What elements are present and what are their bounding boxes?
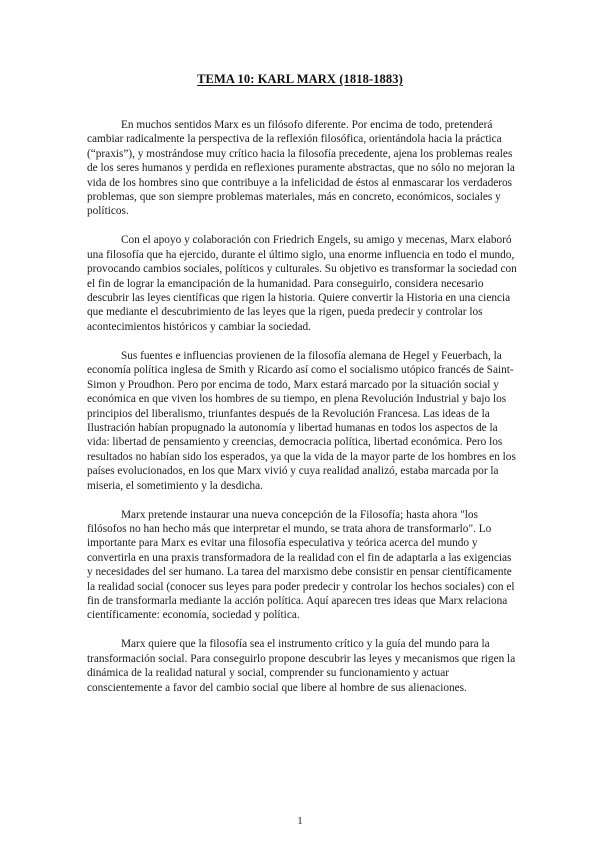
paragraph-5: Marx quiere que la filosofía sea el instrumento crítico y la guía del mundo para la transformación social. Para conseguirlo propone descubrir las leyes y mecanismos que rigen la dinámica de la realidad natural y social, comprender su funcionamiento y actuar conscientemente a favor del cambio social que libere al hombre de sus alienaciones.: [87, 638, 516, 694]
document-title: TEMA 10: KARL MARX (1818-1883): [197, 72, 403, 86]
document-body: [87, 118, 519, 710]
paragraph-2: Con el apoyo y colaboración con Friedrich Engels, su amigo y mecenas, Marx elaboró una filosofía que ha ejercido, durante el último siglo, una enorme influencia en todo el mundo, provocando cambios sociales, políticos y culturales. Su objetivo es transformar la sociedad con el fin de lograr la emancipación de la humanidad. Para conseguirlo, considera necesario descubrir las leyes científicas que rigen la historia. Quiere convertir la Historia en una ciencia que mediante el descubrimiento de las leyes que la rigen, pueda predecir y controlar los acontecimientos históricos y cambiar la sociedad.: [87, 234, 517, 333]
paragraph-3: Sus fuentes e influencias provienen de la filosofía alemana de Hegel y Feuerbach, la economía política inglesa de Smith y Ricardo así como el socialismo utópico francés de Saint-Simon y Proudhon. Pero por encima de todo, Marx estará marcado por la situación social y económica en que viven los hombres de su tiempo, en plena Revolución Industrial y bajo los principios del liberalismo, triunfantes después de la Revolución Francesa. Las ideas de la Ilustración habían propugnado la autonomía y libertad humanas en todos los aspectos de la vida: libertad de pensamiento y creencias, democracia política, libertad económica. Pero los resultados no habían sido los esperados, ya que la vida de la mayor parte de los hombres en los países evolucionados, en los que Marx vivió y cuya realidad analizó, estaba marcada por la miseria, el sometimiento y la desdicha.: [87, 349, 516, 492]
page-number: 1: [297, 815, 303, 827]
paragraph-1: En muchos sentidos Marx es un filósofo diferente. Por encima de todo, pretenderá cambiar radicalmente la perspectiva de la reflexión filosófica, orientándola hacia la práctica (“praxis”), y mostrándose muy crítico hacia la filosofía precedente, ajena los problemas reales de los seres humanos y perdida en reflexiones puramente abstractas, que no sólo no mejoran la vida de los hombres sino que contribuye a la infelicidad de éstos al enmascarar los verdaderos problemas, que son siempre problemas materiales, más en concreto, económicos, sociales y políticos.: [87, 119, 515, 218]
paragraph-4: Marx pretende instaurar una nueva concepción de la Filosofía; hasta ahora "los filósofos no han hecho más que interpretar el mundo, se trata ahora de transformarlo". Lo importante para Marx es evitar una filosofía especulativa y teórica acerca del mundo y convertirla en una praxis transformadora de la realidad con el fin de adaptarla a las exigencias y necesidades del ser humano. La tarea del marxismo debe consistir en pensar científicamente la realidad social (conocer sus leyes para poder predecir y controlar los hechos sociales) con el fin de transformarla mediante la acción política. Aquí aparecen tres ideas que Marx relaciona científicamente: economía, sociedad y política.: [87, 508, 515, 622]
